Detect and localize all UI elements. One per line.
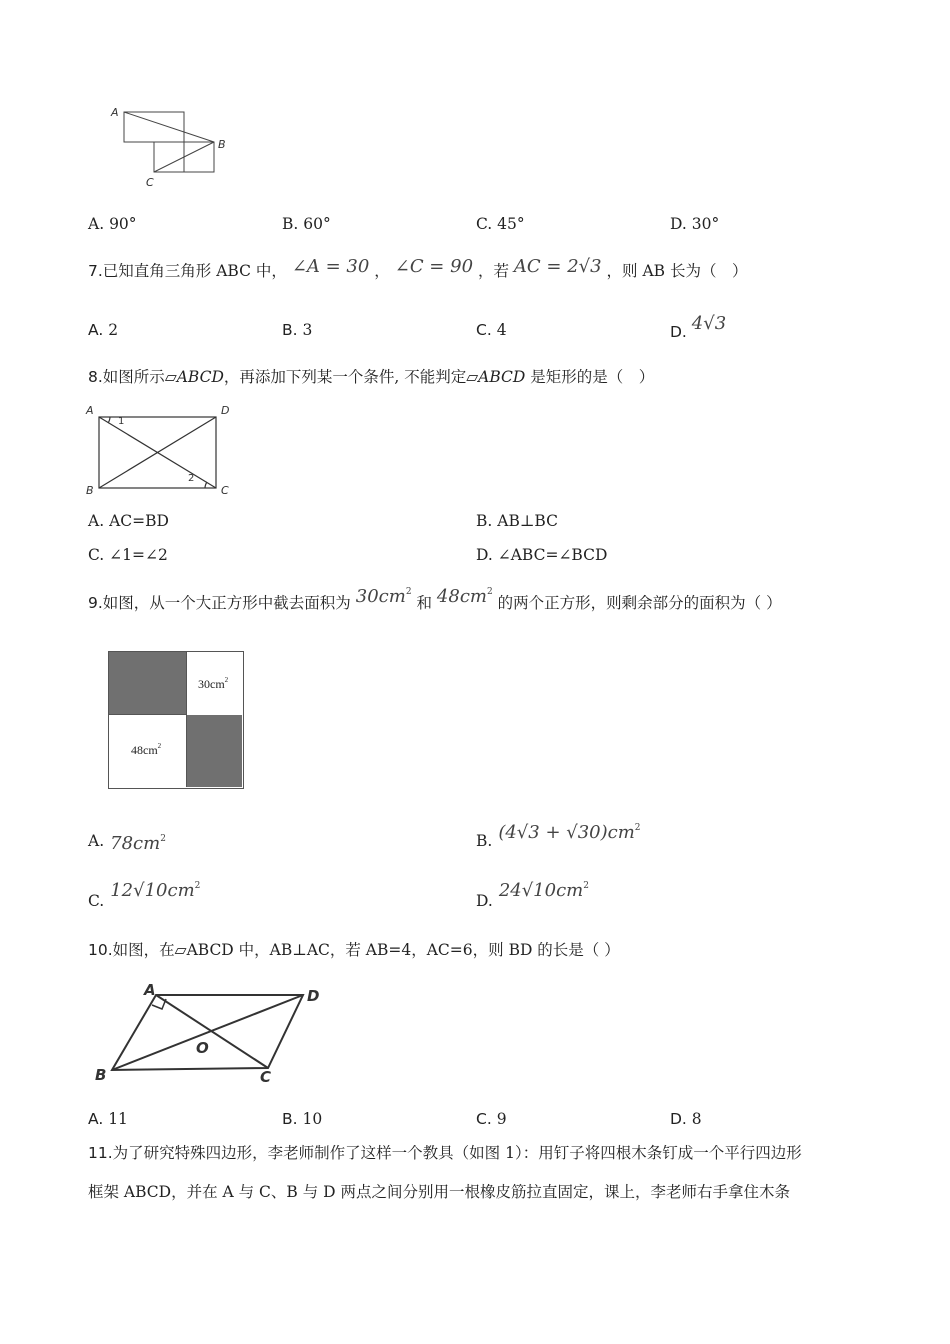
q8-option-d: D. ∠ABC=∠BCD	[476, 546, 608, 564]
q7-option-d: D. 4√3	[670, 313, 727, 341]
q9-large-square	[109, 715, 187, 787]
q8-label-b: B	[86, 484, 94, 497]
q10-label-a: A	[144, 981, 156, 999]
q9-math-48: $48cm^2$	[436, 586, 493, 607]
q7-number: 7.	[88, 262, 103, 280]
q8-option-b: B. AB⊥BC	[476, 512, 558, 530]
q9-stem: 9.如图，从一个大正方形中截去面积为 $30cm^2$ 和 $48cm^2$ 的两个正方形，则剩余部分的面积为（ ）	[88, 586, 782, 612]
q10-option-a: A. 11	[88, 1110, 128, 1128]
q10-option-d: D. 8	[670, 1110, 702, 1128]
q8-label-d: D	[221, 404, 230, 417]
q6-label-c: C	[146, 176, 154, 189]
q11-line-1: 11.为了研究特殊四边形，李老师制作了这样一个教具（如图 1）：用钉子将四根木条钉成一个平行四边形	[88, 1144, 802, 1162]
q8-label-angle-2: 2	[188, 473, 195, 484]
q8-label-a: A	[86, 404, 94, 417]
q9-math-30: $30cm^2$	[355, 586, 412, 607]
q9-number: 9.	[88, 594, 103, 612]
q9-shaded-top-left	[109, 652, 187, 715]
q9-shaded-bottom-right	[187, 715, 242, 787]
q11-line-2: 框架 ABCD，并在 A 与 C、B 与 D 两点之间分别用一根橡皮筋拉直固定，课上，李老师右手拿住木条	[88, 1183, 791, 1201]
q6-option-a: A. 90°	[88, 215, 137, 233]
q6-figure	[108, 104, 238, 192]
q10-figure	[90, 980, 330, 1084]
q7-option-b: B. 3	[282, 321, 313, 339]
q9-option-d: D. $24√10cm^2$	[476, 880, 589, 910]
q8-number: 8.	[88, 368, 103, 386]
q10-option-c: C. 9	[476, 1110, 507, 1128]
q6-option-c: C. 45°	[476, 215, 525, 233]
q8-label-angle-1: 1	[118, 416, 125, 427]
q9-option-b: B. $(4√3 + √30)cm^2$	[476, 822, 641, 850]
q10-label-c: C	[260, 1068, 272, 1086]
q8-parallelogram-2: ▱ABCD	[466, 368, 526, 386]
q10-label-b: B	[95, 1066, 107, 1084]
q6-option-d: D. 30°	[670, 215, 720, 233]
q9-label-30: $30cm^2$	[198, 676, 229, 691]
q8-stem: 8.如图所示▱ABCD，再添加下列某一个条件, 不能判定▱ABCD 是矩形的是（ ）	[88, 368, 655, 386]
q7-math-angle-a: ∠A = 30	[291, 256, 370, 277]
q8-figure	[86, 402, 236, 498]
q7-sep-2: ，若	[477, 262, 509, 280]
q6-label-a: A	[111, 106, 119, 119]
q9-option-c: C. $12√10cm^2$	[88, 880, 201, 910]
q7-math-ac: AC = 2√3	[513, 256, 602, 277]
q9-option-a: A. $78cm^2$	[88, 832, 166, 854]
q9-label-48: $48cm^2$	[131, 742, 162, 757]
q10-label-d: D	[307, 987, 320, 1005]
q7-option-c: C. 4	[476, 321, 507, 339]
q7-text-1: 已知直角三角形 ABC 中，	[102, 262, 287, 280]
q10-option-b: B. 10	[282, 1110, 323, 1128]
q7-option-a: A. 2	[88, 321, 119, 339]
q11-number: 11.	[88, 1144, 113, 1162]
q8-option-c: C. ∠1=∠2	[88, 546, 168, 564]
q6-label-b: B	[218, 138, 226, 151]
q8-label-c: C	[221, 484, 229, 497]
q7-sep-1: ，	[374, 262, 390, 280]
q7-stem	[88, 256, 748, 280]
q10-stem: 10.如图，在▱ABCD 中，AB⊥AC，若 AB=4，AC=6，则 BD 的长是（ ）	[88, 941, 620, 959]
q9-small-square	[187, 652, 242, 714]
q7-math-angle-c: ∠C = 90	[394, 256, 474, 277]
q7-text-2: ，则 AB 长为（ ）	[606, 262, 748, 280]
q9-figure	[108, 651, 244, 789]
q10-label-o: O	[196, 1039, 209, 1057]
q10-number: 10.	[88, 941, 113, 959]
q6-option-b: B. 60°	[282, 215, 331, 233]
q8-option-a: A. AC=BD	[88, 512, 169, 530]
q8-parallelogram-1: ▱ABCD	[164, 368, 224, 386]
